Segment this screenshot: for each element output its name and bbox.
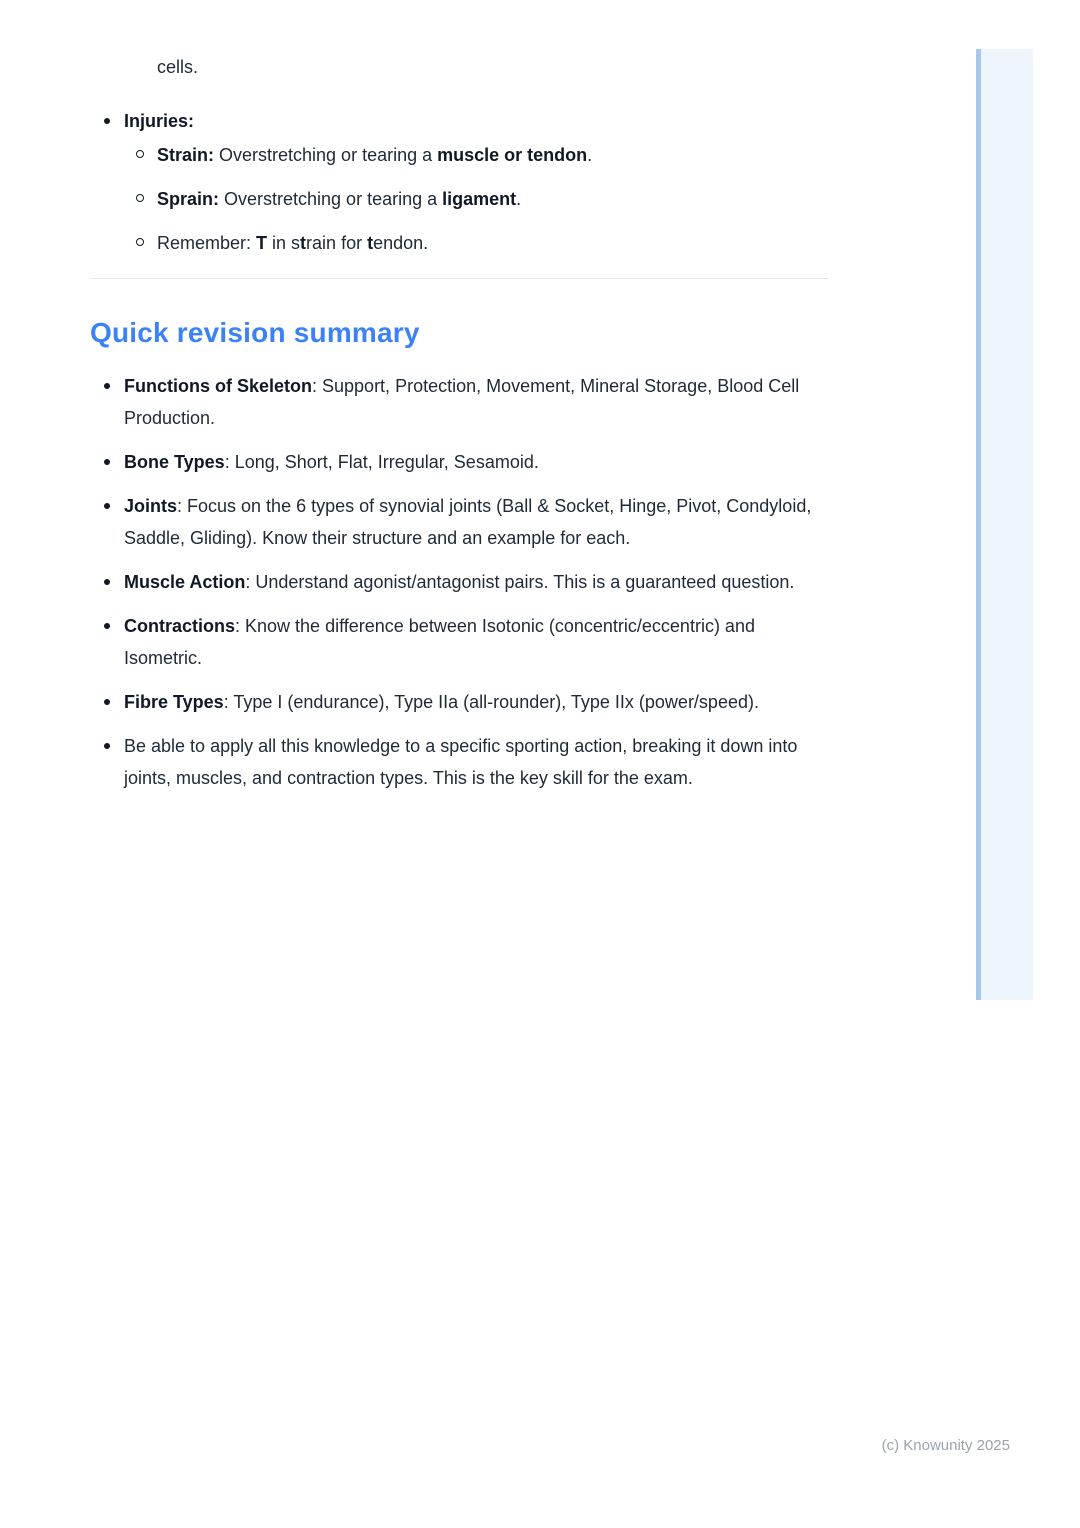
list-item [124, 227, 828, 259]
page-content [90, 51, 828, 806]
list-item [124, 139, 828, 171]
list-item [90, 566, 828, 598]
list-item-text: Contractions: Know the difference between Isotonic (concentric/eccentric) and Isometric. [124, 616, 755, 668]
list-item-injuries [90, 105, 828, 259]
injuries-sub-list [124, 139, 828, 259]
list-item-text: Fibre Types: Type I (endurance), Type IIa (all-rounder), Type IIx (power/speed). [124, 692, 759, 712]
list-item [124, 183, 828, 215]
list-item-text: Functions of Skeleton: Support, Protection, Movement, Mineral Storage, Blood Cell Production. [124, 376, 800, 428]
continuation-paragraph: cells. [157, 57, 199, 77]
list-item-text: Injuries: [124, 111, 195, 131]
injuries-list [90, 105, 828, 259]
list-item-text: Sprain: Overstretching or tearing a ligament. [157, 189, 522, 209]
list-item [90, 370, 828, 434]
list-item-text: Joints: Focus on the 6 types of synovial joints (Ball & Socket, Hinge, Pivot, Condyloid, Saddle, Gliding). Know their structure and an example for each. [124, 496, 812, 548]
list-item [90, 610, 828, 674]
list-item [90, 686, 828, 718]
list-item-text: Muscle Action: Understand agonist/antagonist pairs. This is a guaranteed question. [124, 572, 795, 592]
list-item-text: Strain: Overstretching or tearing a muscle or tendon. [157, 145, 593, 165]
list-item-text: Bone Types: Long, Short, Flat, Irregular, Sesamoid. [124, 452, 539, 472]
list-item-text: Remember: T in strain for tendon. [157, 233, 429, 253]
list-item-text: Be able to apply all this knowledge to a specific sporting action, breaking it down into joints, muscles, and contraction types. This is the key skill for the exam. [124, 736, 798, 788]
section-heading: Quick revision summary [90, 317, 420, 348]
revision-summary-list [90, 370, 828, 794]
copyright-text: (c) Knowunity 2025 [881, 1437, 1010, 1454]
page-edge-highlight [976, 49, 1033, 1000]
list-item [90, 446, 828, 478]
section-divider [90, 278, 828, 279]
list-item [90, 730, 828, 794]
list-item [90, 490, 828, 554]
